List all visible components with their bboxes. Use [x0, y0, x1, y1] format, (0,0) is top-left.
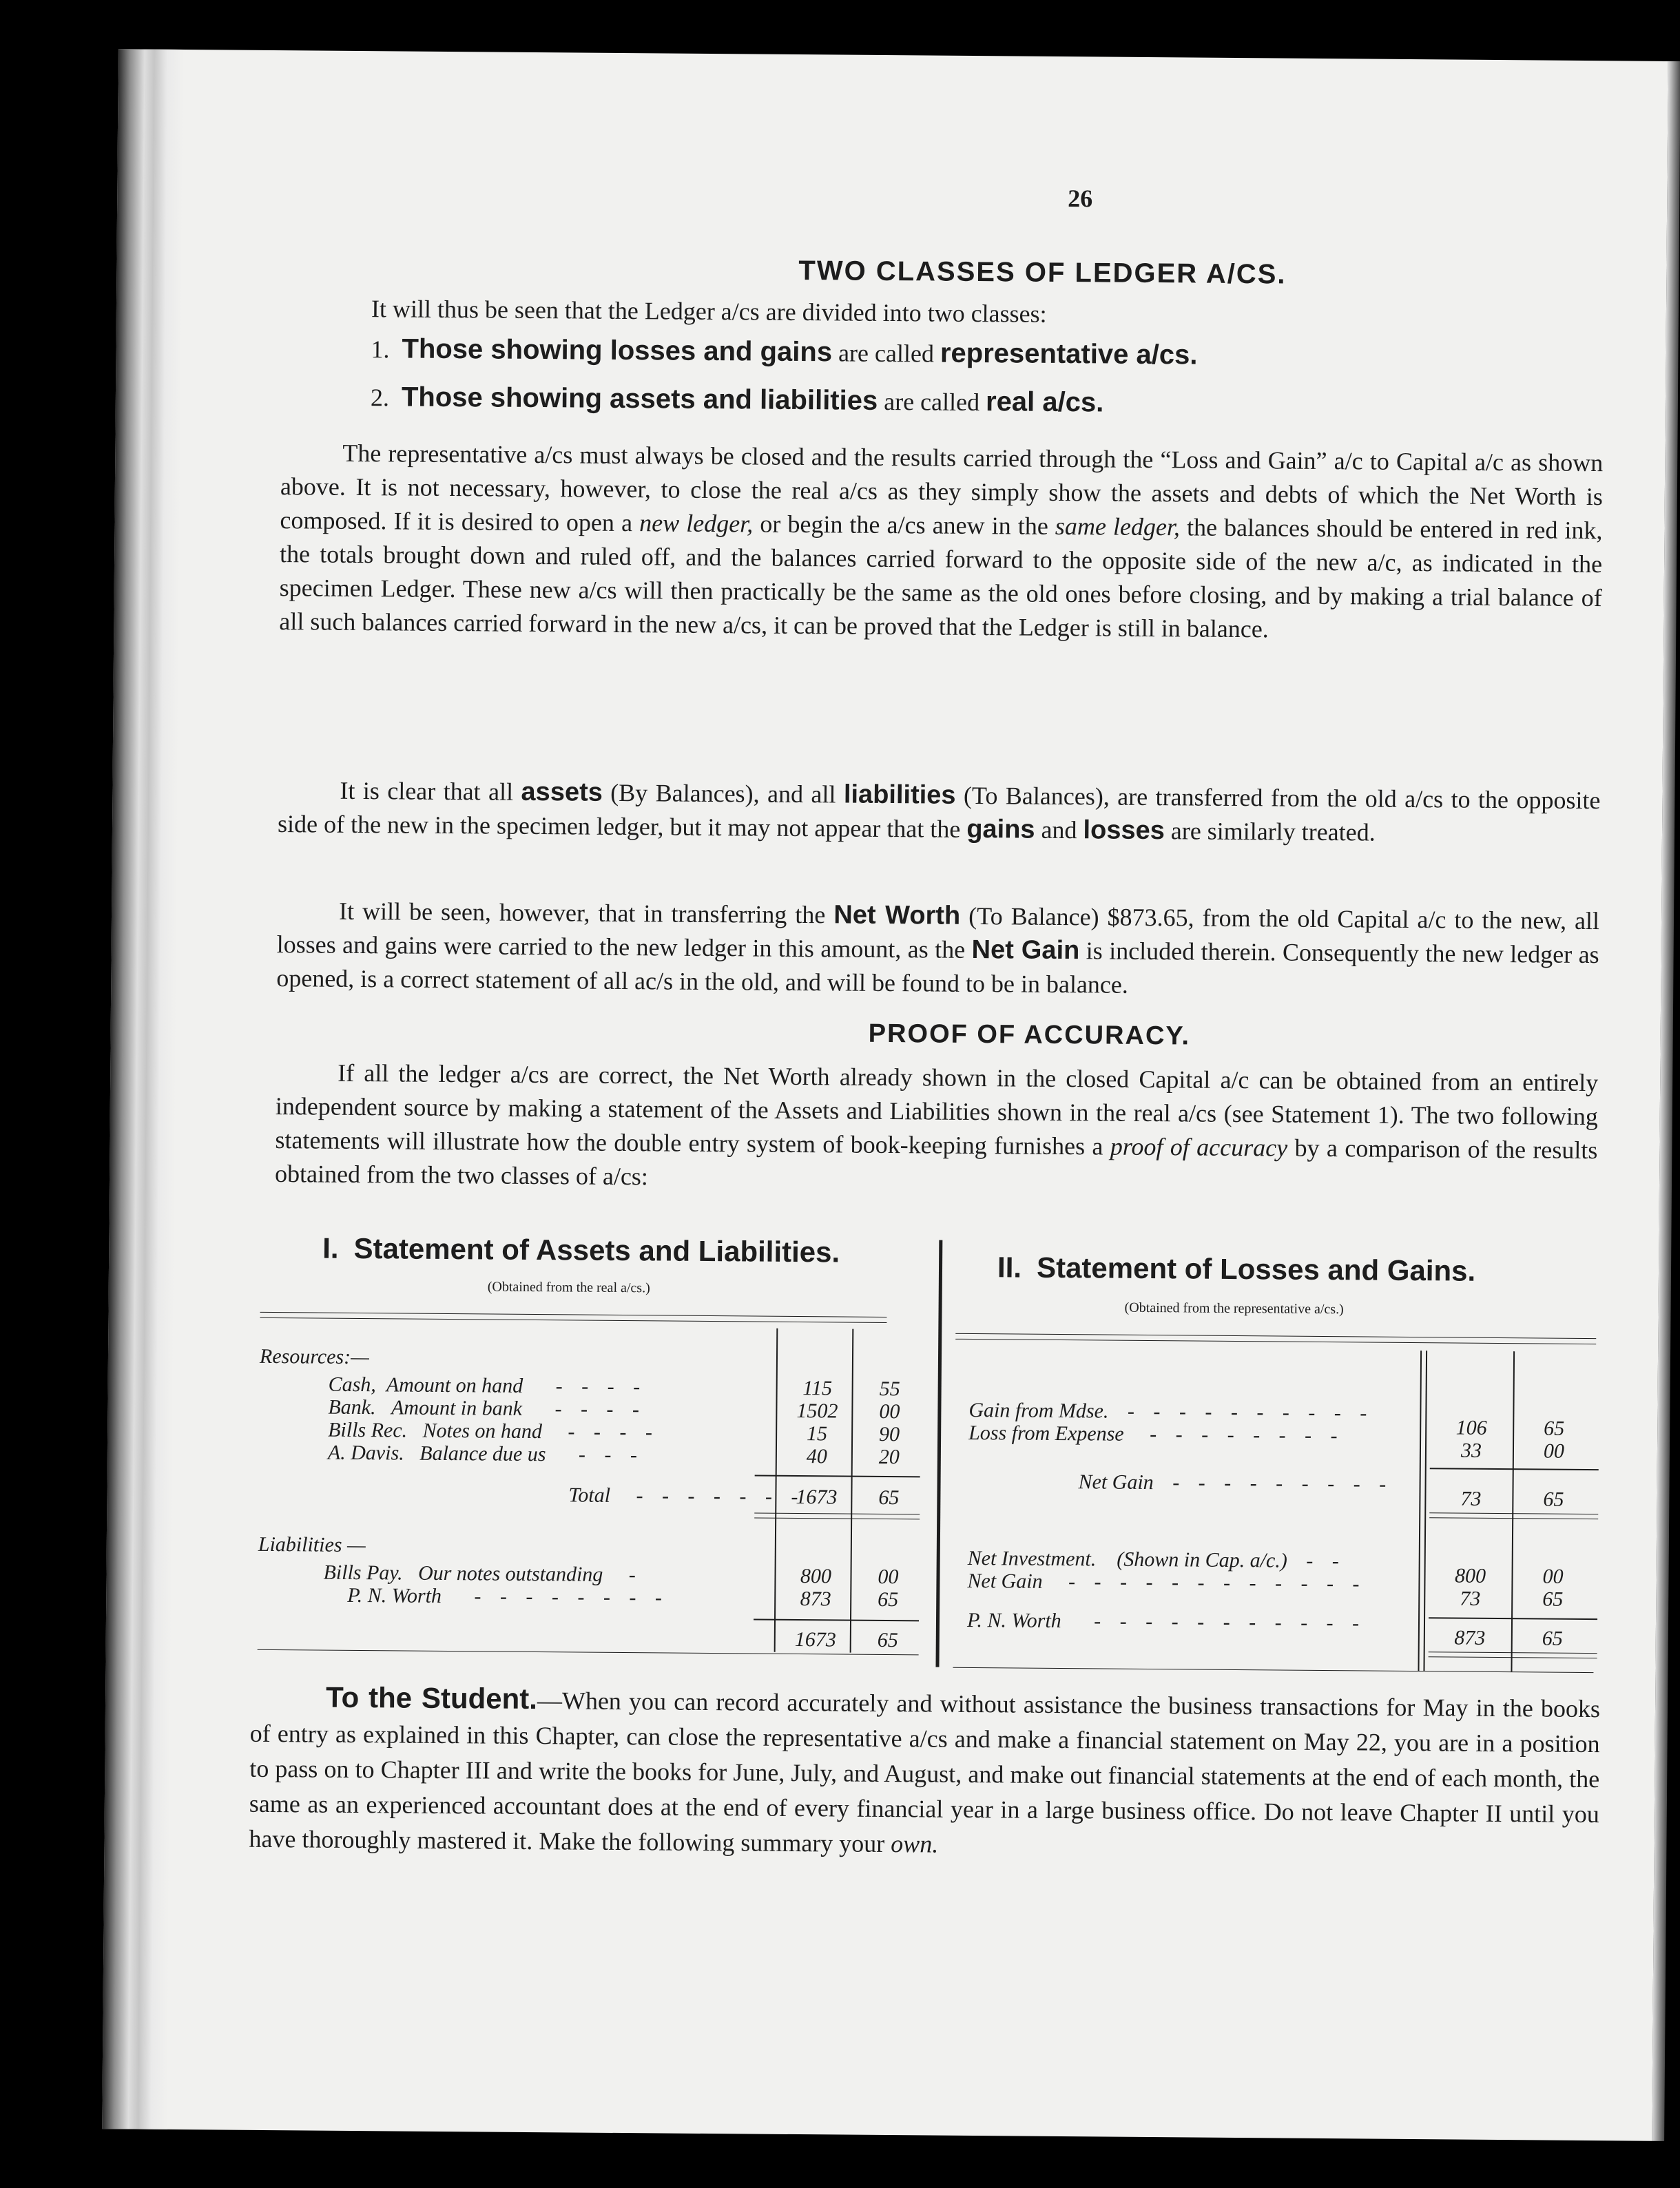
sum-rule: [755, 1475, 920, 1478]
cents-cell: 55: [879, 1377, 900, 1401]
statement-title-text: Statement of Assets and Liabilities.: [353, 1231, 840, 1269]
divider: [260, 1317, 886, 1323]
dollars-cell: 73: [1460, 1587, 1481, 1610]
dollars-cell: 1673: [796, 1486, 838, 1509]
italic-run: same ledger,: [1055, 512, 1181, 541]
total-row: Total - - - - - - -: [568, 1483, 805, 1509]
roman-numeral: II.: [997, 1251, 1022, 1284]
cents-cell: 00: [878, 1565, 899, 1589]
table-row: P. N. Worth - - - - - - - -: [347, 1583, 670, 1609]
bold-run: losses: [1083, 815, 1165, 846]
row-label: Net Investment.: [967, 1546, 1097, 1571]
cents-cell: 90: [879, 1422, 900, 1446]
account-name: A. Davis.: [327, 1441, 404, 1465]
row-label: Net Gain: [967, 1569, 1043, 1593]
cents-cell: 65: [877, 1628, 898, 1652]
sum-rule: [1429, 1617, 1597, 1620]
row-label: Gain from Mdse.: [968, 1398, 1109, 1423]
text-run: is included therein. Consequently the new ledger as opened, is a correct statement of all ac/s in the old, and will be found to be in balance.: [276, 937, 1599, 999]
text-run: (To Balances), are transferred from the old a/cs to the opposite side of the new in the specimen ledger, but it may not appear that the: [277, 781, 1601, 843]
column-rule: [1511, 1351, 1515, 1671]
dollars-cell: 873: [800, 1587, 831, 1611]
section-title-ledger-classes: TWO CLASSES OF LEDGER A/CS.: [798, 255, 1287, 290]
double-rule: [754, 1518, 920, 1520]
dollars-cell: 1502: [796, 1399, 838, 1423]
bold-run: Net Gain: [971, 935, 1080, 966]
cents-cell: 65: [1542, 1627, 1563, 1650]
divider: [953, 1667, 1593, 1673]
paragraph-to-student: [249, 1679, 1600, 1867]
table-row: Bills Pay. Our notes outstanding -: [323, 1561, 643, 1587]
cents-cell: 65: [1542, 1587, 1564, 1611]
list-bold: Those showing losses and gains: [402, 333, 833, 368]
bold-run: assets: [521, 777, 603, 807]
account-name: P. N. Worth: [347, 1583, 442, 1607]
list-number: 2.: [370, 384, 390, 412]
net-gain-row: Net Gain - - - - - - - - -: [1078, 1470, 1393, 1496]
cents-cell: 00: [1542, 1565, 1564, 1588]
list-bold-term: real a/cs.: [985, 386, 1104, 418]
account-name: Bank.: [328, 1395, 376, 1419]
table-row: Cash, Amount on hand - - - -: [328, 1373, 647, 1399]
page-content: [249, 50, 1604, 1858]
dollars-cell: 1673: [794, 1627, 836, 1652]
column-rule: [1423, 1351, 1427, 1671]
list-mid: are called: [838, 339, 935, 368]
dollars-cell: 106: [1455, 1416, 1487, 1439]
page-number: 26: [1068, 185, 1093, 213]
cents-cell: 00: [879, 1399, 900, 1424]
cents-cell: 65: [1544, 1417, 1565, 1440]
book-spine: [102, 49, 184, 2129]
book-page: [102, 49, 1668, 2141]
account-name: Cash,: [328, 1373, 376, 1397]
column-rule: [1418, 1351, 1422, 1671]
text-run: It will be seen, however, that in transferring the: [338, 897, 826, 929]
sum-rule: [1430, 1468, 1599, 1470]
roman-numeral: I.: [322, 1231, 339, 1264]
divider: [260, 1312, 886, 1317]
account-desc: Amount on hand: [386, 1373, 523, 1397]
statement-2-title: [997, 1251, 1476, 1287]
table-row: A. Davis. Balance due us - - -: [327, 1441, 645, 1467]
text-run: and: [1041, 815, 1077, 844]
paragraph-proof: [275, 1056, 1598, 1201]
cents-cell: 00: [1543, 1439, 1565, 1463]
sum-rule: [754, 1619, 919, 1622]
account-desc: Amount in bank: [391, 1396, 523, 1420]
list-item-2: [371, 382, 1104, 418]
double-rule: [754, 1513, 920, 1515]
statement-title-text: Statement of Losses and Gains.: [1036, 1251, 1476, 1287]
resources-label: Resources:—: [259, 1344, 369, 1369]
text-run: are similarly treated.: [1170, 817, 1376, 846]
text-run: —When you can record accurately and without assistance the business transactions for May in the books of entry as explained in this Chapter, can close the representative a/cs and make a financial statement on May 22, you are in a position to pass on to Chapter III and write the books for June, July, and August, and make out financial statements at the end of each month, the same as an experienced accountant does at the end of every financial year in a large business office. Do not leave Chapter II until you have thoroughly mastered it. Make the following summary your: [249, 1687, 1601, 1858]
dollars-cell: 115: [802, 1377, 833, 1400]
account-desc: Notes on hand: [422, 1419, 543, 1444]
dollars-cell: 800: [1454, 1564, 1486, 1587]
divider: [955, 1339, 1596, 1344]
worth-row: P. N. Worth - - - - - - - - - - -: [966, 1608, 1367, 1635]
double-rule: [1429, 1652, 1597, 1654]
row-note: (Shown in Cap. a/c.): [1117, 1548, 1287, 1572]
italic-run: new ledger,: [639, 509, 754, 538]
table-row: Net Investment. (Shown in Cap. a/c.) - -: [967, 1546, 1346, 1573]
dollars-cell: 15: [807, 1422, 828, 1446]
bold-run: Net Worth: [833, 900, 961, 930]
paragraph-net-worth: [276, 894, 1599, 1006]
account-desc: Our notes outstanding: [417, 1561, 603, 1586]
intro-text: [371, 292, 1611, 335]
bold-run: gains: [966, 814, 1035, 844]
dollars-cell: 33: [1460, 1439, 1482, 1462]
list-number: 1.: [371, 335, 390, 364]
table-row: Gain from Mdse. - - - - - - - - - -: [968, 1398, 1374, 1425]
dollars-cell: 873: [1454, 1626, 1486, 1649]
table-row: Net Gain - - - - - - - - - - - -: [967, 1569, 1367, 1596]
row-label: Net Gain: [1078, 1470, 1154, 1494]
total-label: Total: [568, 1483, 611, 1507]
bold-lead: To the Student.: [325, 1680, 538, 1716]
text-run: It is clear that all: [340, 776, 514, 806]
paragraph-assets-liabilities: [278, 773, 1601, 851]
account-name: Bills Rec.: [328, 1418, 408, 1442]
intro-sentence: It will thus be seen that the Ledger a/cs are divided into two classes:: [371, 295, 1047, 328]
row-label: Loss from Expense: [968, 1421, 1124, 1446]
statement-separator: [935, 1240, 942, 1667]
section-title-proof: PROOF OF ACCURACY.: [868, 1019, 1191, 1051]
liabilities-label: Liabilities —: [258, 1532, 366, 1557]
italic-run: own.: [891, 1830, 939, 1858]
text-run: (By Balances), and all: [610, 778, 836, 809]
statement-1-title: [322, 1232, 840, 1269]
divider: [955, 1333, 1596, 1339]
cents-cell: 20: [878, 1445, 900, 1469]
table-row: Bank. Amount in bank - - - -: [328, 1395, 647, 1421]
statement-2-subtitle: (Obtained from the representative a/cs.): [1124, 1300, 1344, 1317]
table-row: Loss from Expense - - - - - - - -: [968, 1421, 1345, 1448]
double-rule: [1429, 1517, 1598, 1519]
account-name: Bills Pay.: [323, 1561, 403, 1585]
account-desc: Balance due us: [419, 1441, 546, 1466]
list-item-1: [371, 333, 1197, 371]
dollars-cell: 40: [806, 1445, 828, 1468]
statement-1-subtitle: (Obtained from the real a/cs.): [487, 1279, 650, 1296]
table-row: Bills Rec. Notes on hand - - - -: [328, 1418, 660, 1444]
list-mid: are called: [884, 387, 980, 417]
text-run: The representative a/cs must always be closed and the results carried through the “Loss and Gain” a/c to Capital a/c as shown above. It is not necessary, however, to close the real a/cs as they simply show the assets and debts of which the Net Worth is composed. If it is desired to open a: [280, 439, 1604, 537]
double-rule: [1429, 1656, 1597, 1658]
text-run: (To Balance) $873.65, from the old Capital a/c to the new, all losses and gains were carried to the new ledger in this amount, as the: [276, 902, 1600, 963]
cents-cell: 65: [878, 1486, 900, 1510]
italic-run: proof of accuracy: [1110, 1132, 1288, 1162]
list-bold-term: representative a/cs.: [940, 337, 1198, 371]
dollars-cell: 73: [1460, 1487, 1482, 1510]
page-edge: [1652, 61, 1680, 2141]
text-run: If all the ledger a/cs are correct, the Net Worth already shown in the closed Capital a/c can be obtained from an entirely independent source by making a statement of the Assets and Liabilities shown in the real a/cs (see Statement 1). The two following statements will illustrate how the double entry system of book-keeping furnishes a: [275, 1059, 1599, 1160]
paragraph-representative: [279, 436, 1603, 649]
cents-cell: 65: [1543, 1488, 1564, 1511]
dollars-cell: 800: [800, 1565, 832, 1588]
text-run: by a comparison of the results obtained from the two classes of a/cs:: [274, 1134, 1598, 1191]
bold-run: liabilities: [843, 780, 956, 810]
text-run: or begin the a/cs anew in the: [760, 510, 1048, 540]
double-rule: [1429, 1512, 1598, 1514]
cents-cell: 65: [878, 1587, 899, 1612]
row-label: P. N. Worth: [966, 1608, 1061, 1633]
text-run: the balances should be entered in red ink, the totals brought down and ruled off, and the balances carried forward to the opposite side of the new a/c, as indicated in the specimen Ledger. These new a/cs will then practically be the same as the old ones before closing, and by making a trial balance of all such balances carried forward in the new a/cs, it can be proved that the Ledger is still in balance.: [279, 513, 1603, 643]
list-bold: Those showing assets and liabilities: [401, 382, 878, 416]
